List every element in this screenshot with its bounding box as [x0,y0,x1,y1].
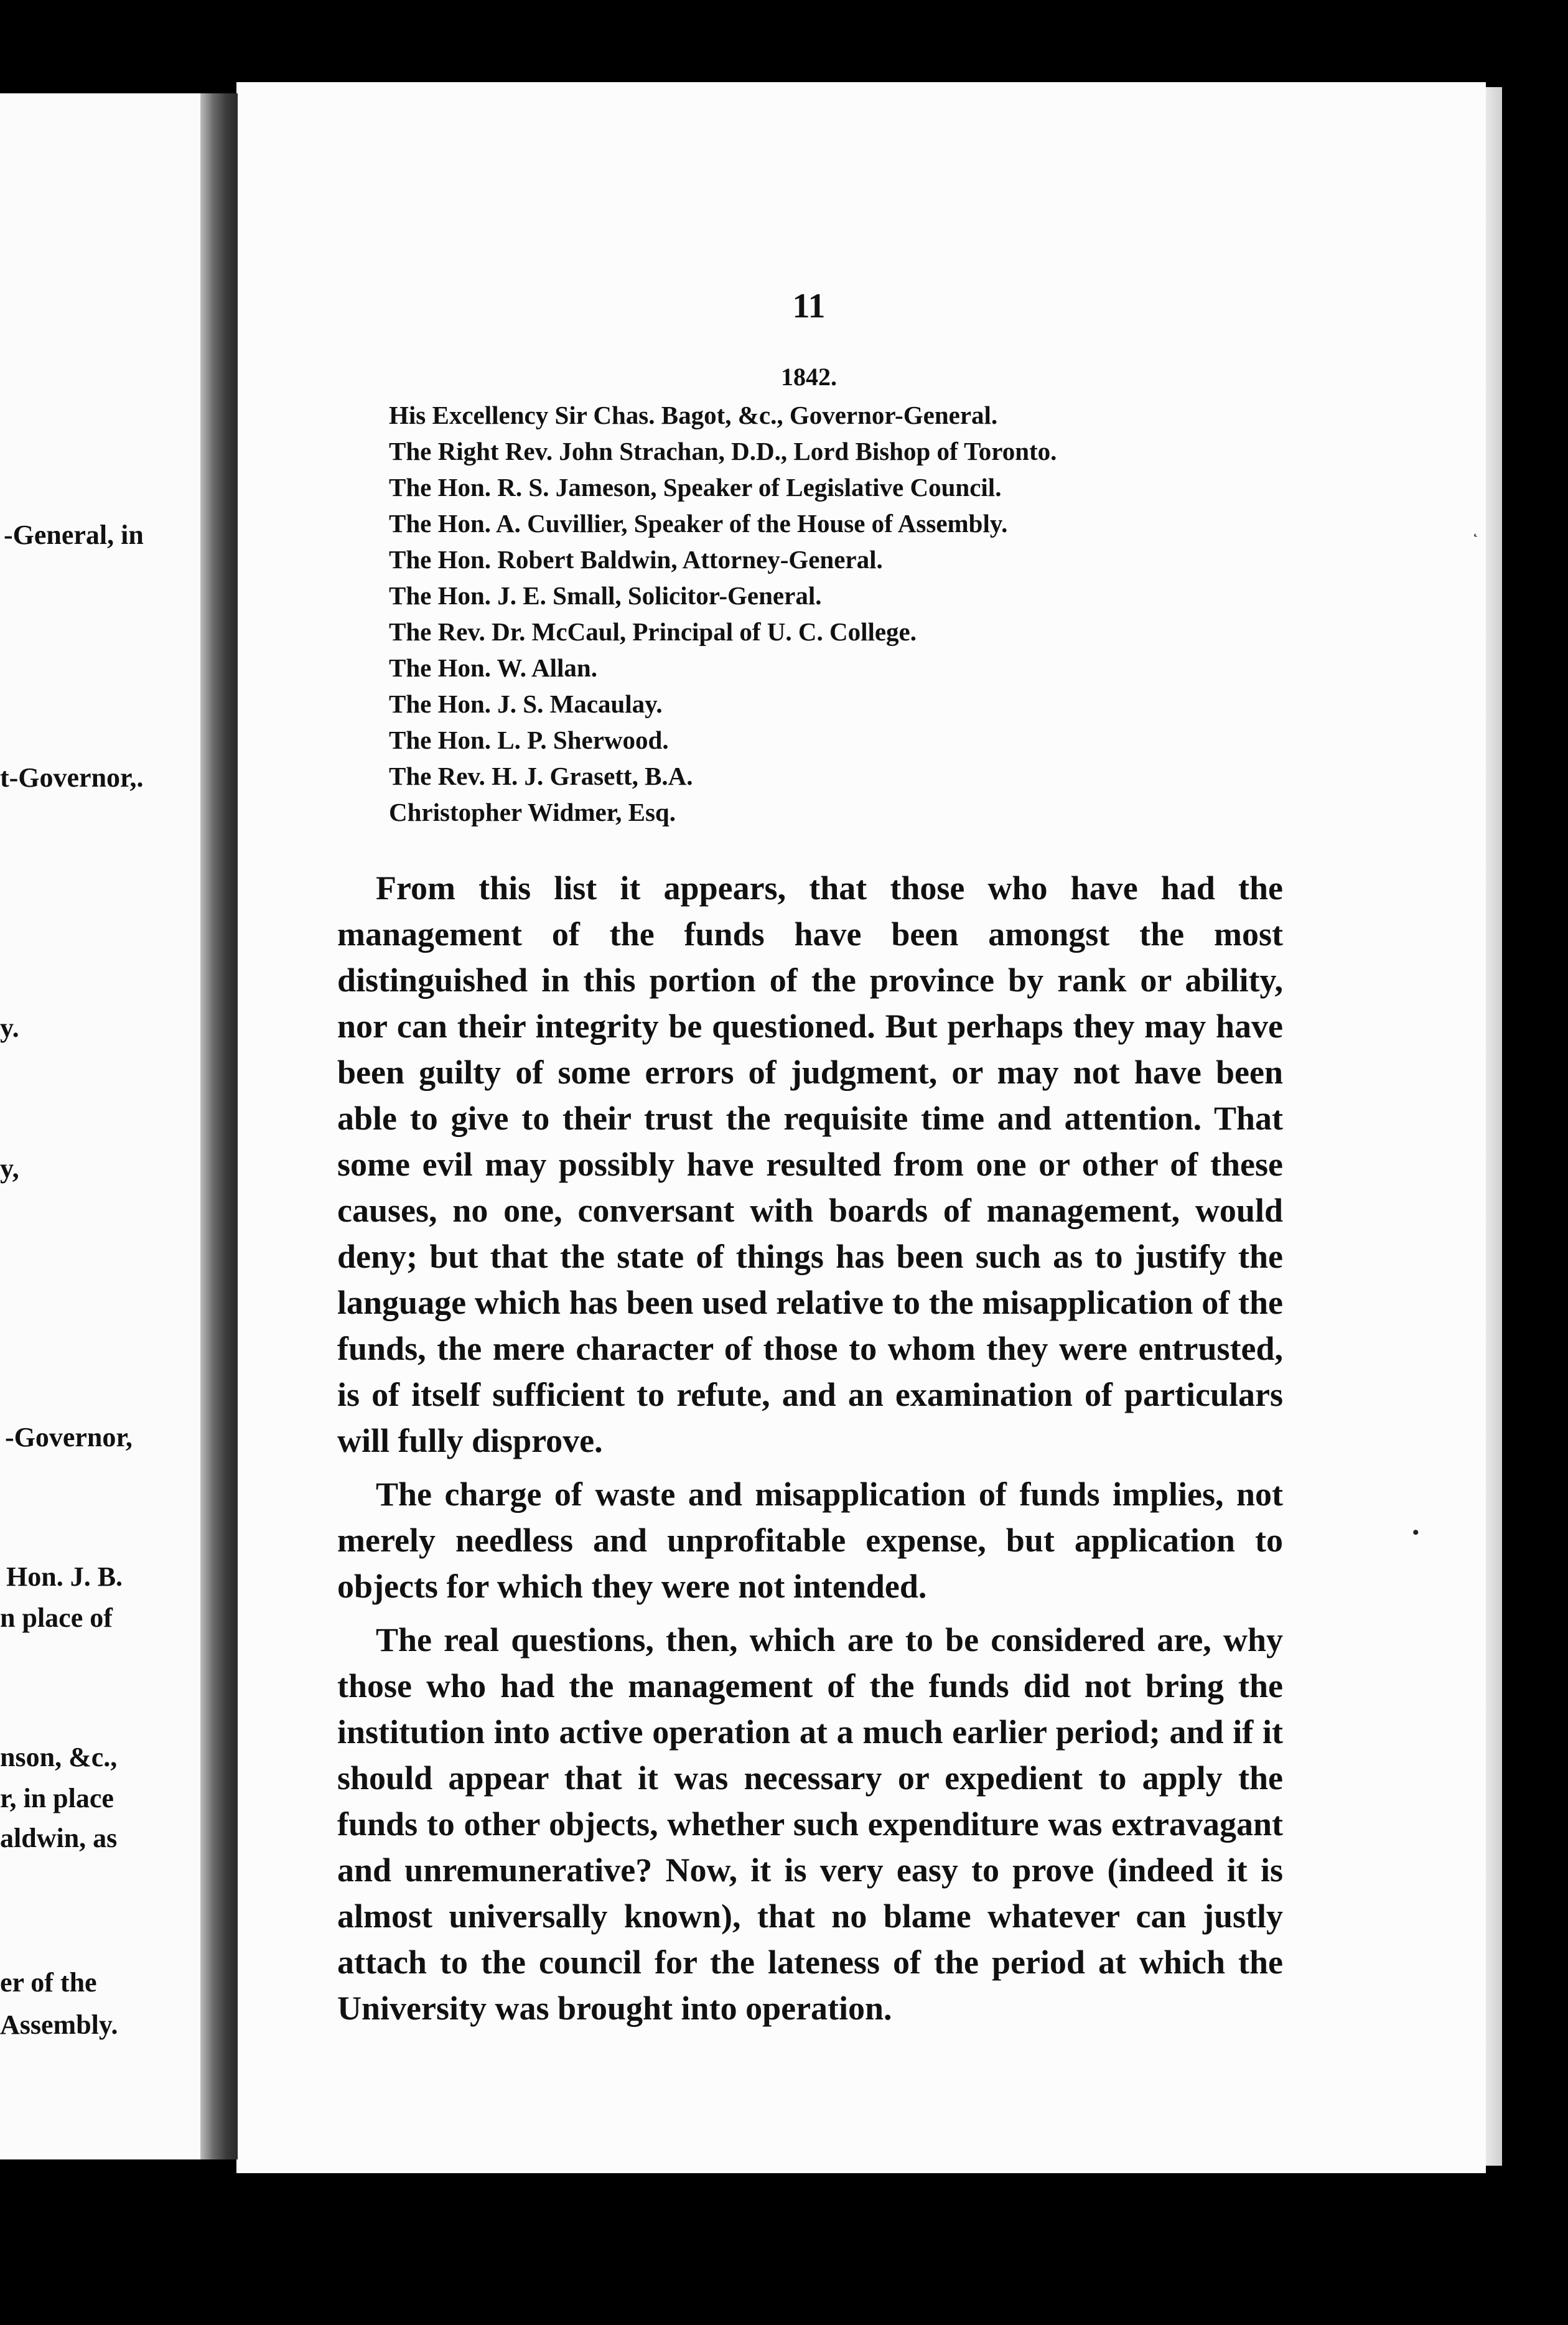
left-fragment: n place of [0,1602,113,1633]
list-item: The Hon. Robert Baldwin, Attorney-General. [389,545,883,574]
council-members-list [389,397,1260,830]
left-fragment: y. [0,1013,19,1043]
list-item: The Hon. L. P. Sherwood. [389,726,669,754]
left-fragment: -General, in [4,520,144,550]
page-edge [1486,87,1502,2166]
list-item: The Hon. J. S. Macaulay. [389,690,663,718]
list-item: The Hon. R. S. Jameson, Speaker of Legislative Council. [389,473,1002,502]
list-item: The Hon. J. E. Small, Solicitor-General. [389,581,822,610]
book-spine-shadow [200,93,238,2159]
list-item: The Rev. Dr. McCaul, Principal of U. C. College. [389,617,917,646]
left-fragment: -Governor, [5,1422,133,1453]
body-text [337,865,1283,2039]
list-item: The Hon. A. Cuvillier, Speaker of the House of Assembly. [389,509,1008,538]
left-fragment: t-Governor,. [0,762,144,793]
list-item: Christopher Widmer, Esq. [389,798,676,826]
paragraph: From this list it appears, that those who have had the management of the funds have been amongst the most distinguished in this portion of the province by rank or ability, nor can their integrity be questioned. But perhaps they may have been guilty of some errors of judgment, or may not have been able to give to their trust the requisite time and attention. That some evil may possibly have resulted from one or other of these causes, no one, conversant with boards of management, would deny; but that the state of things has been such as to justify the language which has been used relative to the misapplication of the funds, the mere character of those to whom they were entrusted, is of itself sufficient to refute, and an examination of particulars will fully disprove. [337,869,1283,1459]
left-fragment: Assembly. [0,2009,118,2040]
left-fragment: y, [0,1153,19,1184]
left-fragment: aldwin, as [0,1823,118,1853]
left-fragment: er of the [0,1967,97,1998]
page-number: 11 [792,287,826,325]
list-item: His Excellency Sir Chas. Bagot, &c., Governor-General. [389,401,998,429]
paragraph: The charge of waste and misapplication of funds implies, not merely needless and unprofitable expense, but application to objects for which they were not intended. [337,1476,1283,1605]
left-fragment: Hon. J. B. [6,1561,123,1592]
paragraph: The real questions, then, which are to be considered are, why those who had the management of the funds did not bring the institution into active operation at a much earlier period; and if it should appear that it was necessary or expedient to apply the funds to other objects, whether such expenditure was extravagant and unremunerative? Now, it is very easy to prove (indeed it is almost universally known), that no blame whatever can justly attach to the council for the lateness of the period at which the University was brought into operation. [337,1621,1283,2027]
list-item: The Rev. H. J. Grasett, B.A. [389,762,693,790]
left-fragment: r, in place [0,1783,114,1813]
list-item: The Right Rev. John Strachan, D.D., Lord Bishop of Toronto. [389,437,1057,465]
left-fragment: nson, &c., [0,1742,118,1772]
speck-mark: • [1412,1522,1419,1543]
speck-mark: ˛ [1473,522,1478,537]
year-heading: 1842. [781,363,837,391]
list-item: The Hon. W. Allan. [389,653,597,682]
